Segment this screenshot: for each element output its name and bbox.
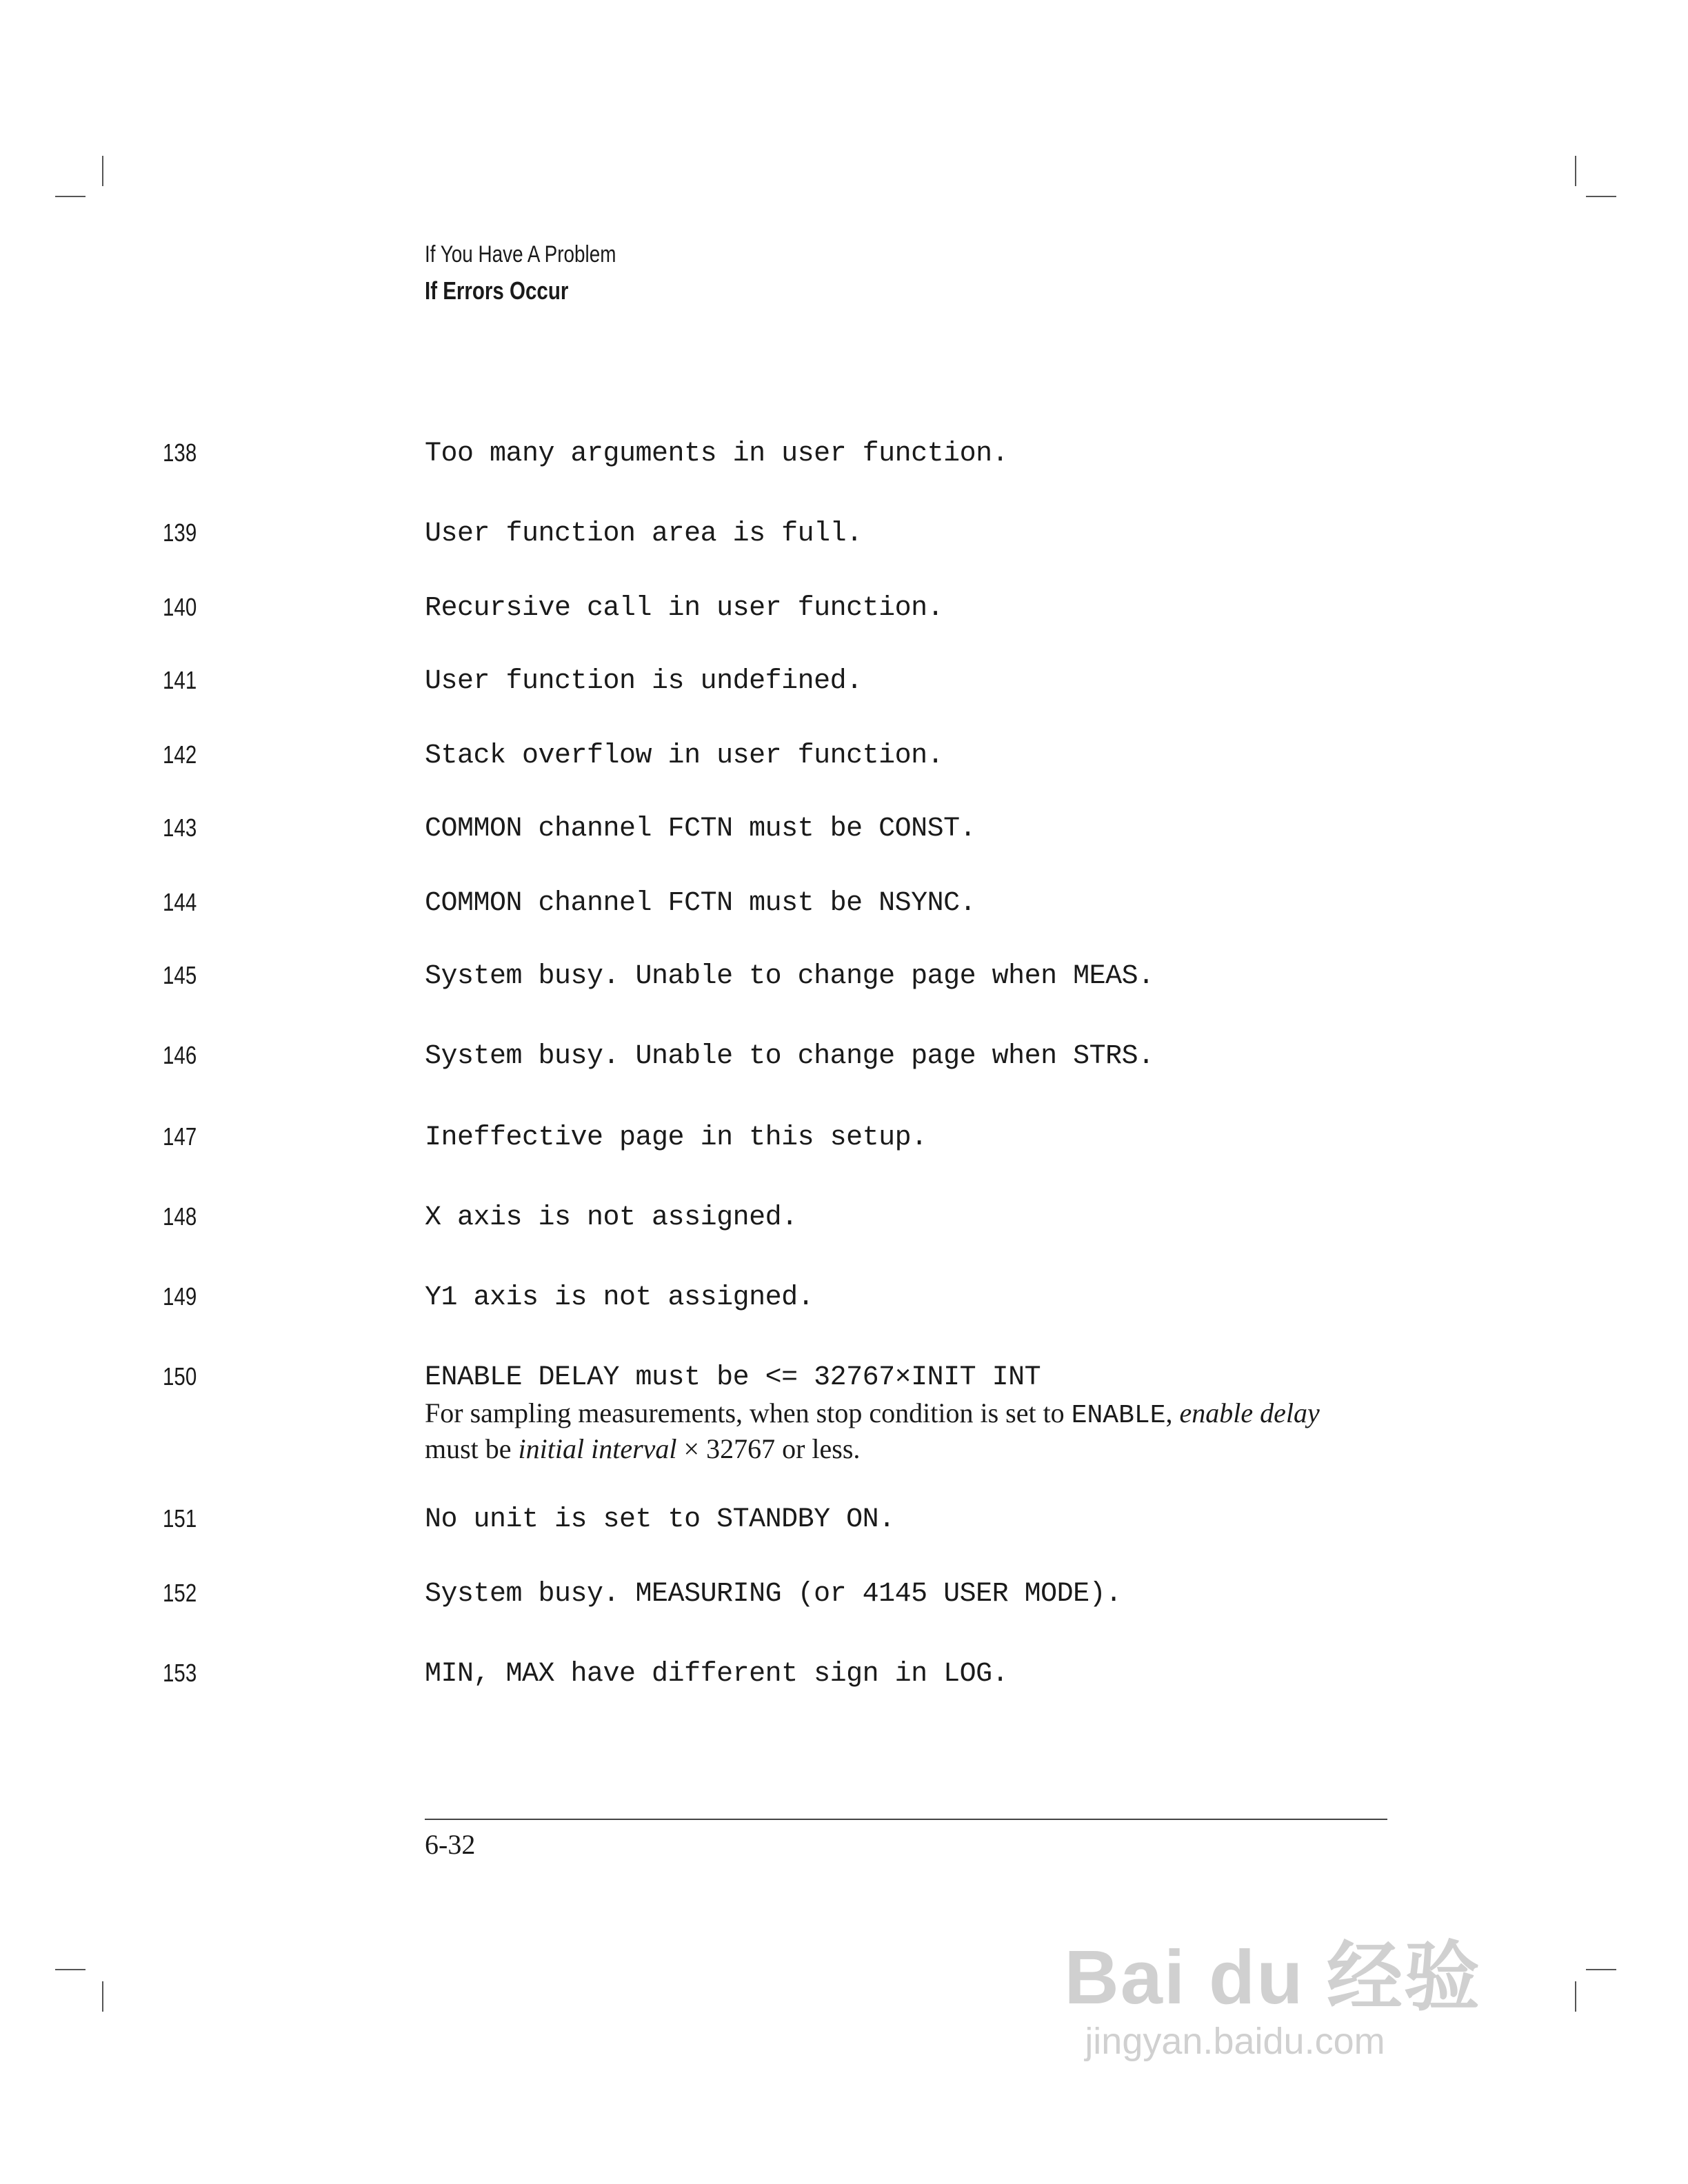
note-keyword: ENABLE [1071,1401,1166,1430]
crop-mark [102,1981,103,2012]
running-header [425,241,658,305]
error-code: 150 [163,1362,197,1391]
error-message: Ineffective page in this setup. [425,1122,927,1153]
error-message: COMMON channel FCTN must be NSYNC. [425,888,976,919]
error-code: 153 [163,1659,197,1687]
crop-mark [1575,1981,1576,2012]
error-message: Y1 axis is not assigned. [425,1282,814,1313]
watermark [1064,1917,1481,2063]
error-code: 142 [163,740,197,769]
note-text: × 32767 or less. [676,1433,861,1464]
note-text: For sampling measurements, when stop condition is set to [425,1397,1072,1428]
error-message: Stack overflow in user function. [425,740,944,771]
error-message: User function is undefined. [425,666,863,697]
error-code: 141 [163,666,197,694]
note-text: must be [425,1433,519,1464]
error-message: X axis is not assigned. [425,1202,798,1233]
page-title: If Errors Occur [425,276,569,305]
error-code: 144 [163,888,197,916]
footer-rule [425,1819,1387,1820]
section-title: If You Have A Problem [425,241,616,267]
error-message: ENABLE DELAY must be <= 32767×INIT INT [425,1362,1041,1393]
watermark-url: jingyan.baidu.com [1085,2021,1385,2062]
note-emphasis: enable delay [1179,1397,1320,1428]
error-code: 151 [163,1504,197,1533]
error-note [425,1397,1363,1466]
error-message: System busy. Unable to change page when STRS. [425,1041,1154,1072]
error-code: 149 [163,1282,197,1311]
error-message: Too many arguments in user function. [425,438,1009,469]
note-emphasis: initial interval [518,1433,677,1464]
crop-mark [1586,1969,1616,1970]
crop-mark [1575,156,1576,186]
error-code: 143 [163,813,197,842]
note-text: , [1165,1397,1180,1428]
error-code: 140 [163,593,197,621]
page-number: 6-32 [425,1829,476,1860]
error-code: 147 [163,1122,197,1151]
error-message: COMMON channel FCTN must be CONST. [425,813,976,845]
error-code: 145 [163,961,197,989]
error-message: Recursive call in user function. [425,593,944,624]
crop-mark [102,156,103,186]
error-code: 138 [163,438,197,467]
error-code: 152 [163,1579,197,1607]
error-code: 139 [163,518,197,547]
crop-mark [55,196,86,197]
error-message: System busy. Unable to change page when MEAS. [425,961,1154,992]
error-code: 148 [163,1202,197,1231]
error-message: No unit is set to STANDBY ON. [425,1504,895,1535]
watermark-brand: Bai du 经验 [1064,1935,1481,2020]
error-message: MIN, MAX have different sign in LOG. [425,1659,1009,1690]
error-code: 146 [163,1041,197,1069]
crop-mark [55,1969,86,1970]
error-message: User function area is full. [425,518,863,549]
error-message: System busy. MEASURING (or 4145 USER MODE). [425,1579,1122,1610]
crop-mark [1586,196,1616,197]
